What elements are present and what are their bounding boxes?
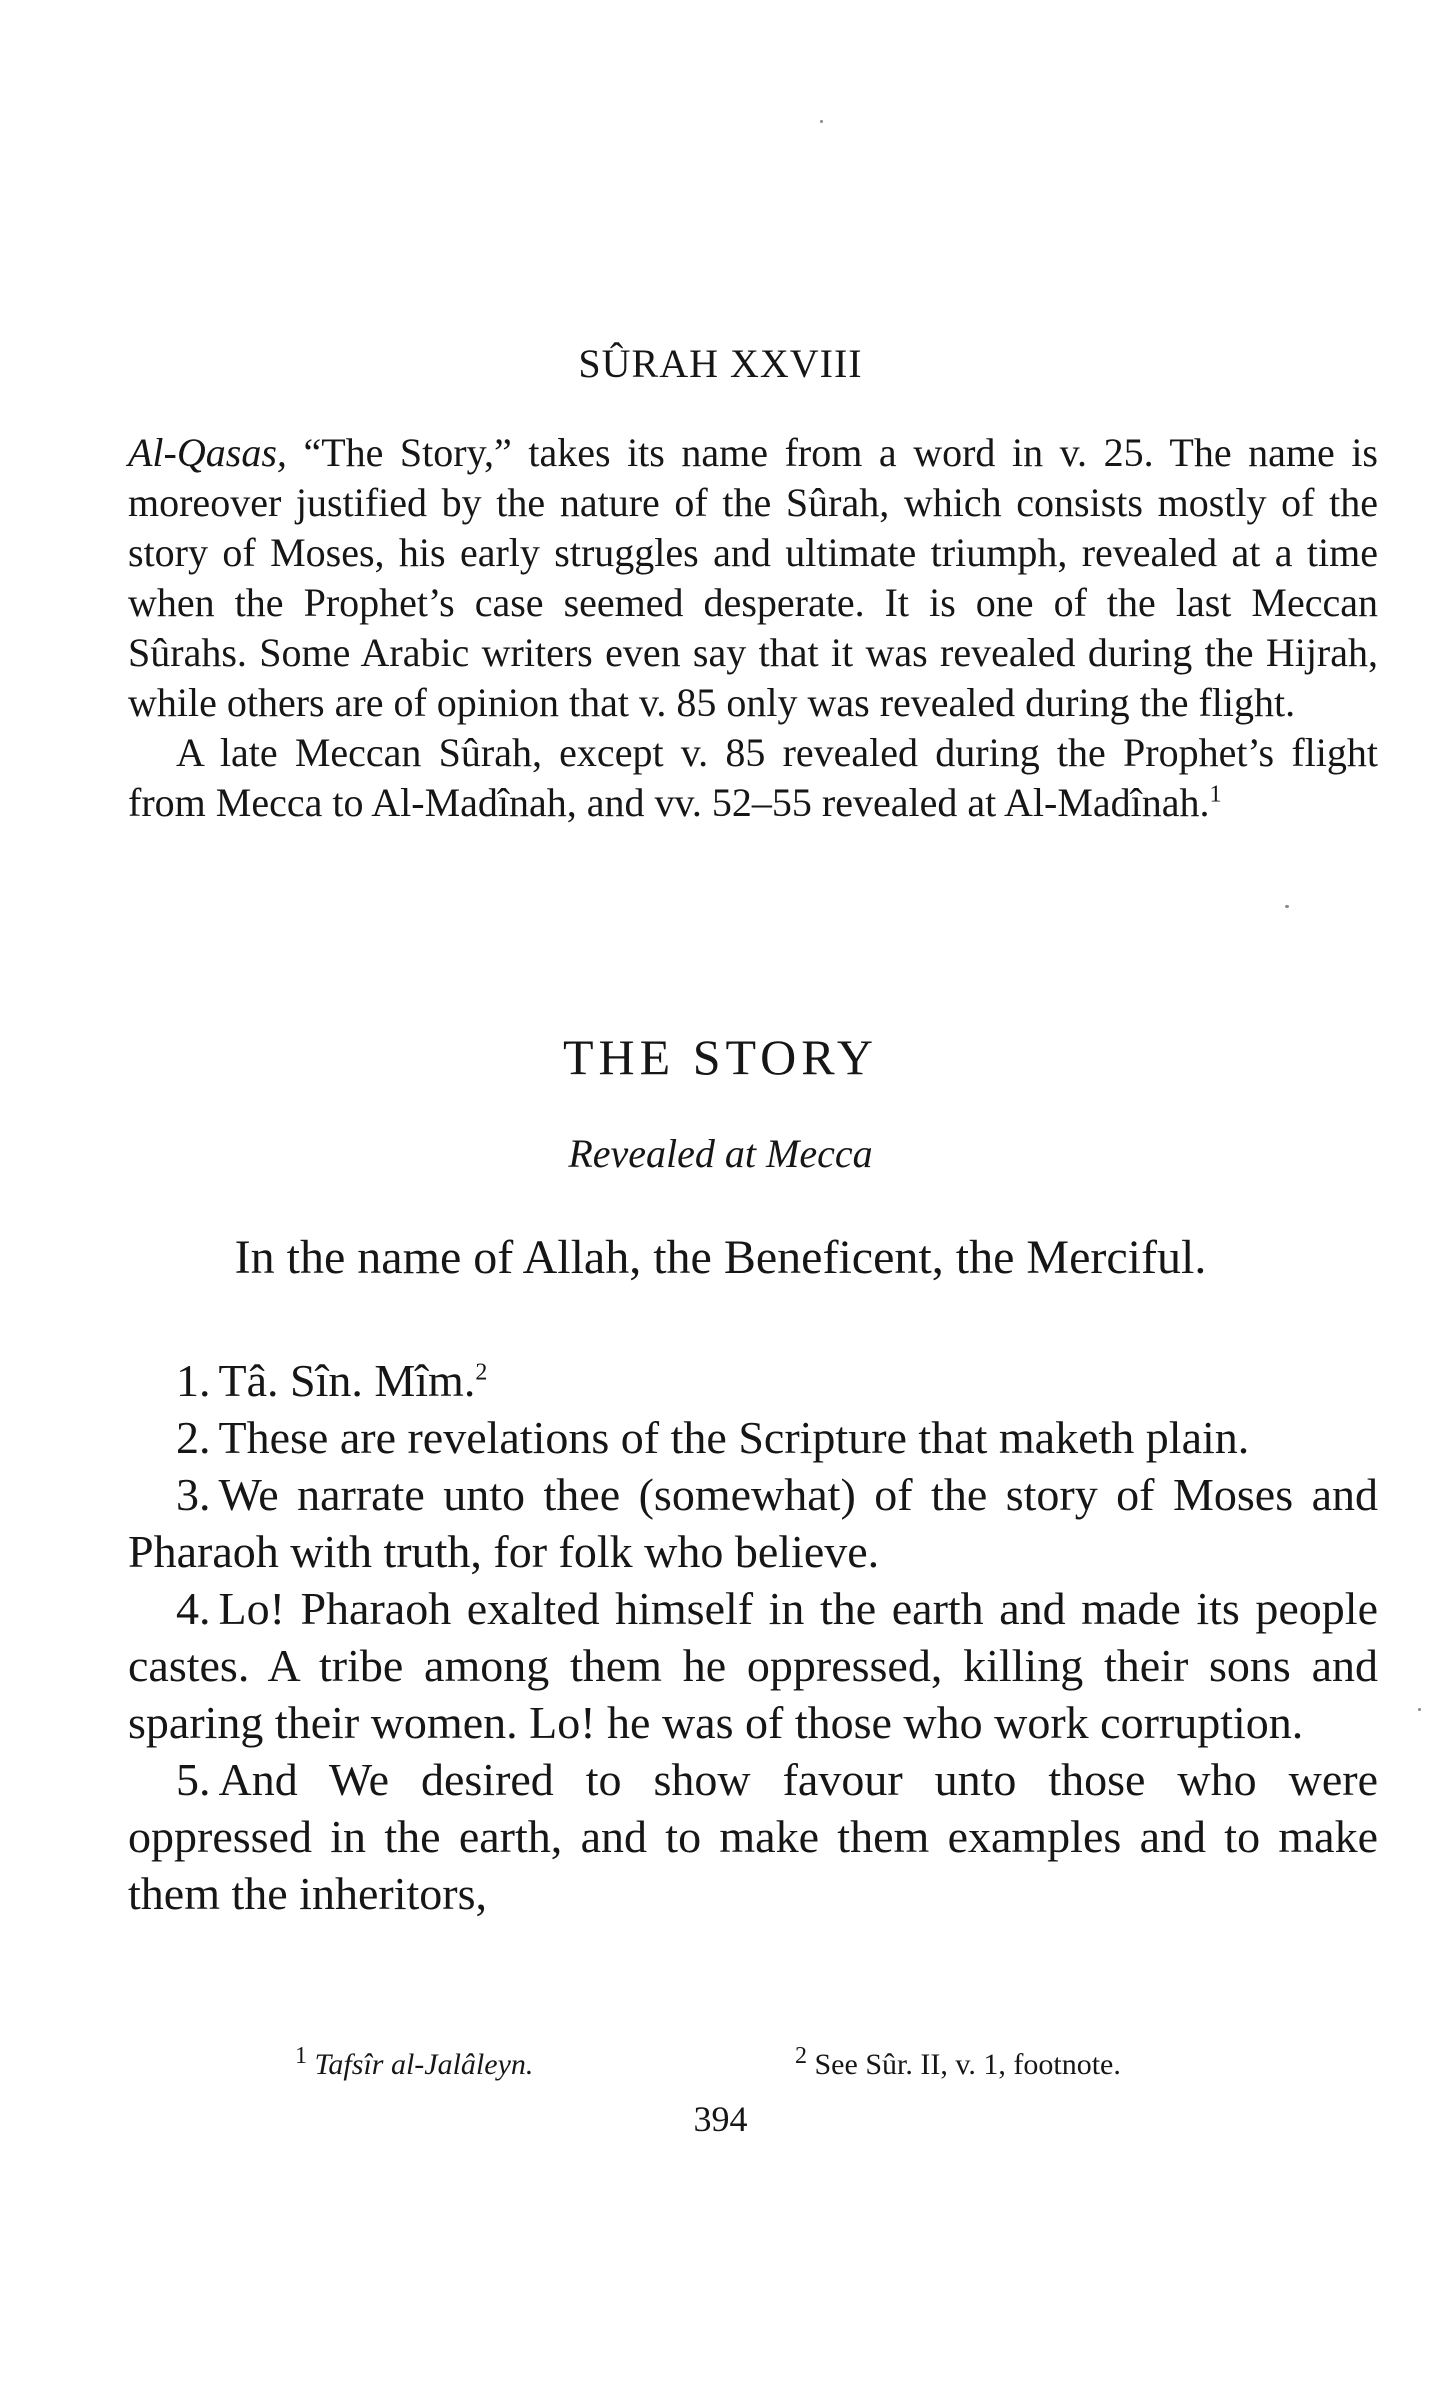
- intro-paragraph-1-text: “The Story,” takes its name from a word in v. 25. The name is moreover justified by the nature of the Sûrah, which consists mostly of the story of Moses, his early struggles and ultimate triumph, revealed at a time when the Prophet’s case seemed desperate. It is one of the last Meccan Sûrahs. Some Arabic writers even say that it was revealed during the Hijrah, while others are of opinion that v. 85 only was revealed during the flight.: [128, 430, 1378, 725]
- verse-number: 4.: [176, 1583, 211, 1634]
- revelation-place: Revealed at Mecca: [568, 1131, 873, 1176]
- intro-paragraph-1: [128, 428, 1378, 728]
- footnote-text: See Sûr. II, v. 1, footnote.: [814, 2048, 1121, 2081]
- paper-speck: [820, 120, 823, 123]
- paper-speck: [1285, 905, 1289, 908]
- surah-heading: SÛRAH XXVIII: [578, 341, 863, 386]
- footnote-2: [795, 2043, 1121, 2082]
- verse-text: Tâ. Sîn. Mîm.: [218, 1355, 476, 1406]
- intro-paragraph-2-text: A late Meccan Sûrah, except v. 85 revealed during the Prophet’s flight from Mecca to Al-Madînah, and vv. 52–55 revealed at Al-Madînah.: [128, 730, 1378, 825]
- verse-text: These are revelations of the Scripture that maketh plain.: [218, 1412, 1250, 1463]
- footnote-text: Tafsîr al-Jalâleyn.: [314, 2048, 534, 2081]
- footnote-1: [295, 2043, 534, 2082]
- footnote-marker: 2: [475, 1359, 488, 1386]
- verse-number: 5.: [176, 1754, 211, 1805]
- verse-list: [128, 1352, 1378, 1922]
- verse-2: [128, 1409, 1378, 1466]
- page-number: 394: [693, 2099, 748, 2139]
- verse-5: [128, 1751, 1378, 1922]
- verse-number: 2.: [176, 1412, 211, 1463]
- verse-4: [128, 1580, 1378, 1751]
- footnote-mark: 2: [795, 2043, 807, 2069]
- intro-paragraph-2: [128, 728, 1378, 828]
- verse-text: And We desired to show favour unto those who were oppressed in the earth, and to make them examples and to make them the inheritors,: [128, 1754, 1378, 1919]
- verse-number: 1.: [176, 1355, 211, 1406]
- verse-text: Lo! Pharaoh exalted himself in the earth and made its people castes. A tribe among them he oppressed, killing their sons and sparing their women. Lo! he was of those who work corruption.: [128, 1583, 1378, 1748]
- footnote-mark: 1: [295, 2043, 307, 2069]
- verse-text: We narrate unto thee (somewhat) of the story of Moses and Pharaoh with truth, for folk who believe.: [128, 1469, 1378, 1577]
- surah-introduction: [128, 428, 1378, 828]
- paper-speck: [1418, 1708, 1421, 1711]
- verse-1: [128, 1352, 1378, 1409]
- page-title: THE STORY: [563, 1029, 878, 1085]
- verse-number: 3.: [176, 1469, 211, 1520]
- invocation: In the name of Allah, the Beneficent, the Merciful.: [234, 1231, 1207, 1284]
- footnote-marker: 1: [1209, 781, 1222, 808]
- verse-3: [128, 1466, 1378, 1580]
- intro-surah-name: Al-Qasas,: [128, 430, 287, 475]
